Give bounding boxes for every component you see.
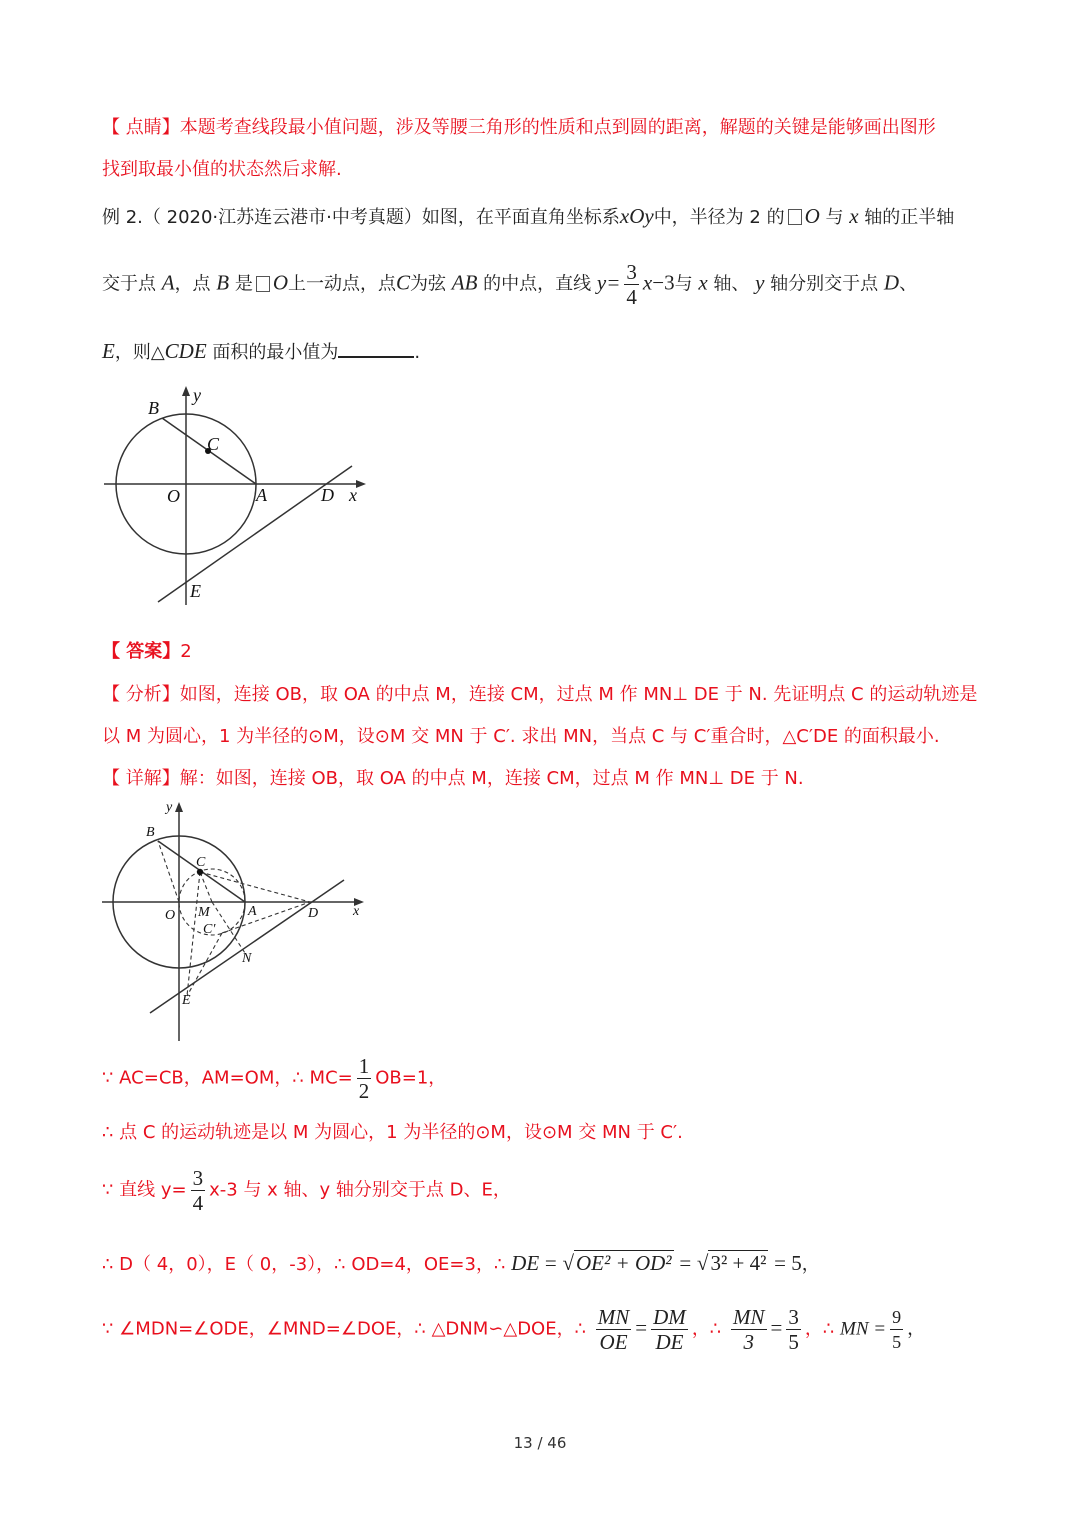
- fig2-label-d: D: [308, 906, 319, 921]
- fig2-label-n: N: [242, 951, 252, 966]
- fraction-9-5: $\frac{9}{5}$: [892, 1307, 902, 1352]
- fig2-label-a: A: [248, 904, 257, 919]
- sqrt-3-4: 3² + 4²: [710, 1251, 767, 1275]
- analysis-line-2: 以 M 为圆心，1 为半径的⊙M，设⊙M 交 MN 于 C′. 求出 MN，当点 C 与 C′重合时，△C′DE 的面积最小.: [102, 726, 940, 747]
- step-1-fraction: $\frac{1}{2}$: [358, 1054, 370, 1103]
- example-line-3: E，则△CDE 面积的最小值为 .: [102, 339, 421, 363]
- figure-1: [100, 380, 375, 610]
- fig1-label-d: D: [321, 485, 334, 505]
- step-3-fraction: $\frac{3}{4}$: [192, 1166, 204, 1215]
- fig1-label-x: x: [349, 485, 357, 505]
- key-point-text: 本题考查线段最小值问题，涉及等腰三角形的性质和点到圆的距离，解题的关键是能够画出图形: [179, 117, 936, 138]
- step-1: ∵ AC=CB，AM=OM，∴ MC= $\frac{1}{2}$ OB=1，: [102, 1054, 447, 1103]
- circle-symbol-icon: [788, 209, 802, 225]
- fig2-label-c-prime: C′: [203, 922, 216, 937]
- answer-tag: 【 答案】: [102, 641, 181, 662]
- answer-line: [102, 637, 192, 663]
- fig1-label-b: B: [148, 398, 159, 418]
- sqrt-oe-od: OE² + OD²: [576, 1251, 672, 1275]
- circle-symbol-icon: [256, 276, 270, 292]
- fig2-label-m: M: [198, 905, 210, 920]
- fig2-label-e: E: [182, 993, 191, 1008]
- fig2-segment-ce: [187, 872, 200, 996]
- step-5: ∵ ∠MDN=∠ODE，∠MND=∠DOE，∴ △DNM∽△DOE，∴ $\frac{MN}{OE}$ = $\frac{DM}{DE}$ ，∴ $\frac{MN}{3}$ = $\frac{3}{5}$ ，∴ MN = $\frac{9}{5}$ ，: [102, 1305, 926, 1354]
- fig2-segment-cm: [200, 872, 212, 902]
- step-4: ∴ D（ 4，0），E（ 0，-3），∴ OD=4，OE=3，∴ DE = √OE² + OD² = √3² + 4² = 5，: [102, 1251, 820, 1275]
- analysis-line-1: 【 分析】如图，连接 OB，取 OA 的中点 M，连接 CM，过点 M 作 MN⊥ DE 于 N. 先证明点 C 的运动轨迹是: [102, 684, 978, 705]
- answer-value: 2: [180, 641, 192, 662]
- key-point-line-1: [102, 113, 936, 139]
- fig1-label-o: O: [167, 486, 180, 506]
- sqrt-sign-icon: √: [562, 1251, 574, 1275]
- fig1-label-e: E: [190, 581, 201, 601]
- fig2-label-y: y: [166, 800, 173, 815]
- fig1-x-arrow: [356, 480, 366, 488]
- fig1-label-y: y: [193, 385, 201, 405]
- fig1-label-c: C: [207, 434, 220, 454]
- fig2-label-b: B: [146, 825, 155, 840]
- fig2-label-o: O: [165, 908, 176, 923]
- detail-line: 【 详解】解：如图，连接 OB，取 OA 的中点 M，连接 CM，过点 M 作 MN⊥ DE 于 N.: [102, 768, 804, 789]
- fig2-y-arrow: [175, 802, 183, 812]
- fig2-segment-cd: [200, 872, 310, 902]
- fig2-segment-c-prime-d: [222, 902, 310, 933]
- fig1-label-a: A: [256, 485, 267, 505]
- example-line-1: 例 2.（ 2020·江苏连云港市·中考真题）如图，在平面直角坐标系xOy中，半径为 2 的 O 与 x 轴的正半轴: [102, 204, 955, 228]
- key-point-line-2: [102, 155, 342, 181]
- detail-tag: 【 详解】: [102, 768, 180, 789]
- analysis-tag: 【 分析】: [102, 684, 180, 705]
- step-3: ∵ 直线 y= $\frac{3}{4}$ x-3 与 x 轴、y 轴分别交于点 D、E，: [102, 1166, 511, 1215]
- key-point-tag: 【 点睛】: [102, 117, 180, 138]
- fig2-segment-ob: [158, 841, 179, 902]
- step-2: ∴ 点 C 的运动轨迹是以 M 为圆心，1 为半径的⊙M，设⊙M 交 MN 于 C′.: [102, 1122, 683, 1143]
- fraction-mn-3: $\frac{MN}{3}$: [733, 1305, 765, 1354]
- sqrt-sign-icon: √: [696, 1251, 709, 1275]
- answer-blank: [338, 338, 414, 358]
- fraction-3-5: $\frac{3}{5}$: [788, 1305, 799, 1354]
- fig1-y-arrow: [182, 386, 190, 396]
- slope-fraction: $\frac{3}{4}$: [626, 260, 637, 309]
- key-point-text-2: 找到取最小值的状态然后求解.: [102, 159, 342, 180]
- fraction-mn-oe: $\frac{MN}{OE}$: [597, 1305, 630, 1354]
- example-line-2: 交于点 A，点 B 是 O上一动点，点C为弦 AB 的中点，直线 y= $\frac{3}{4}$ x−3与 x 轴、 y 轴分别交于点 D、: [102, 260, 918, 309]
- fig2-label-x: x: [353, 904, 360, 919]
- page-number: 13 / 46: [513, 1434, 567, 1452]
- fig2-label-c: C: [196, 855, 206, 870]
- fraction-dm-de: $\frac{DM}{DE}$: [653, 1305, 686, 1354]
- figure-2: [100, 796, 370, 1046]
